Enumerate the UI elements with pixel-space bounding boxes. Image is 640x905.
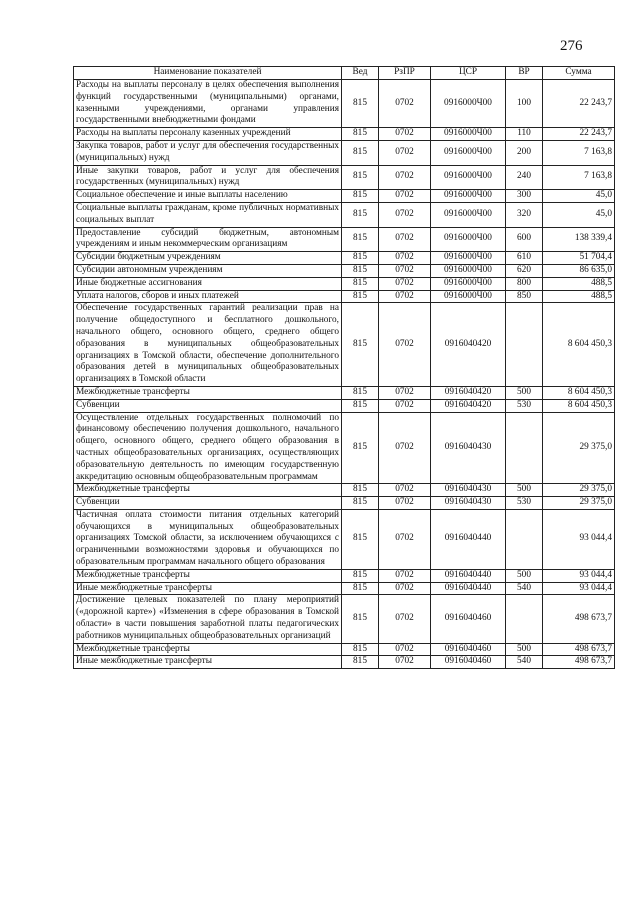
cell-rzpr: 0702 xyxy=(379,264,431,277)
cell-vr: 540 xyxy=(506,656,543,669)
cell-name: Предоставление субсидий бюджетным, автономным учреждениям и иным некоммерческим организациям xyxy=(74,227,342,252)
cell-sum: 7 163,8 xyxy=(543,165,615,190)
cell-ved: 815 xyxy=(342,252,379,265)
table-row xyxy=(74,303,615,387)
cell-rzpr: 0702 xyxy=(379,190,431,203)
cell-rzpr: 0702 xyxy=(379,497,431,510)
header-vr: ВР xyxy=(506,67,543,80)
cell-name: Межбюджетные трансферты xyxy=(74,484,342,497)
table-row xyxy=(74,412,615,484)
table-row xyxy=(74,252,615,265)
cell-rzpr: 0702 xyxy=(379,202,431,227)
cell-csr: 0916040420 xyxy=(431,386,506,399)
table-row xyxy=(74,509,615,569)
cell-csr: 0916040460 xyxy=(431,656,506,669)
table-row xyxy=(74,386,615,399)
cell-sum: 22 243,7 xyxy=(543,80,615,128)
cell-csr: 0916040420 xyxy=(431,399,506,412)
cell-csr: 0916000Ч00 xyxy=(431,290,506,303)
cell-sum: 29 375,0 xyxy=(543,412,615,484)
cell-csr: 0916040460 xyxy=(431,643,506,656)
cell-csr: 0916000Ч00 xyxy=(431,202,506,227)
cell-ved: 815 xyxy=(342,412,379,484)
cell-ved: 815 xyxy=(342,140,379,165)
table-row xyxy=(74,165,615,190)
cell-csr: 0916040440 xyxy=(431,569,506,582)
cell-ved: 815 xyxy=(342,227,379,252)
cell-csr: 0916000Ч00 xyxy=(431,128,506,141)
cell-csr: 0916000Ч00 xyxy=(431,165,506,190)
table-row xyxy=(74,140,615,165)
cell-sum: 498 673,7 xyxy=(543,656,615,669)
cell-csr: 0916040440 xyxy=(431,509,506,569)
cell-sum: 22 243,7 xyxy=(543,128,615,141)
header-csr: ЦСР xyxy=(431,67,506,80)
cell-name: Осуществление отдельных государственных полномочий по финансовому обеспечению получения дошкольного, начального общего, основного общего, среднего общего образования в частных общеобразовательных организациях, осуществляющих образовательную деятельность по имеющим государственную аккредитацию основным общеобразовательным программам xyxy=(74,412,342,484)
cell-name: Межбюджетные трансферты xyxy=(74,643,342,656)
table-row xyxy=(74,497,615,510)
cell-rzpr: 0702 xyxy=(379,412,431,484)
cell-sum: 8 604 450,3 xyxy=(543,386,615,399)
cell-csr: 0916040430 xyxy=(431,497,506,510)
cell-vr: 600 xyxy=(506,227,543,252)
cell-vr: 110 xyxy=(506,128,543,141)
cell-vr: 800 xyxy=(506,277,543,290)
cell-rzpr: 0702 xyxy=(379,509,431,569)
cell-name: Иные бюджетные ассигнования xyxy=(74,277,342,290)
table-body xyxy=(74,80,615,669)
cell-name: Социальные выплаты гражданам, кроме публичных нормативных социальных выплат xyxy=(74,202,342,227)
cell-sum: 498 673,7 xyxy=(543,643,615,656)
cell-sum: 45,0 xyxy=(543,190,615,203)
table-row xyxy=(74,290,615,303)
table-row xyxy=(74,643,615,656)
cell-ved: 815 xyxy=(342,303,379,387)
cell-vr: 850 xyxy=(506,290,543,303)
table-row xyxy=(74,656,615,669)
cell-csr: 0916000Ч00 xyxy=(431,80,506,128)
cell-ved: 815 xyxy=(342,290,379,303)
cell-vr xyxy=(506,595,543,643)
page-number: 276 xyxy=(560,38,583,54)
table-row xyxy=(74,128,615,141)
cell-name: Субвенции xyxy=(74,399,342,412)
cell-rzpr: 0702 xyxy=(379,290,431,303)
cell-vr: 500 xyxy=(506,386,543,399)
cell-name: Субсидии бюджетным учреждениям xyxy=(74,252,342,265)
cell-vr: 540 xyxy=(506,582,543,595)
cell-ved: 815 xyxy=(342,190,379,203)
cell-vr xyxy=(506,412,543,484)
cell-rzpr: 0702 xyxy=(379,277,431,290)
cell-ved: 815 xyxy=(342,277,379,290)
cell-vr: 620 xyxy=(506,264,543,277)
cell-vr: 500 xyxy=(506,484,543,497)
cell-ved: 815 xyxy=(342,165,379,190)
cell-name: Социальное обеспечение и иные выплаты населению xyxy=(74,190,342,203)
cell-ved: 815 xyxy=(342,128,379,141)
cell-rzpr: 0702 xyxy=(379,80,431,128)
cell-csr: 0916040460 xyxy=(431,595,506,643)
cell-ved: 815 xyxy=(342,643,379,656)
cell-name: Иные межбюджетные трансферты xyxy=(74,656,342,669)
cell-ved: 815 xyxy=(342,80,379,128)
cell-sum: 7 163,8 xyxy=(543,140,615,165)
header-sum: Сумма xyxy=(543,67,615,80)
cell-sum: 488,5 xyxy=(543,277,615,290)
cell-vr: 200 xyxy=(506,140,543,165)
cell-rzpr: 0702 xyxy=(379,399,431,412)
cell-vr: 240 xyxy=(506,165,543,190)
cell-vr: 530 xyxy=(506,399,543,412)
table-row xyxy=(74,190,615,203)
cell-sum: 93 044,4 xyxy=(543,509,615,569)
cell-name: Обеспечение государственных гарантий реализации прав на получение общедоступного и бесплатного дошкольного, начального общего, основного общего, среднего общего образования в муниципальных общеобразовательных организациях в Томской области, обеспечение дополнительного образования детей в муниципальных общеобразовательных организациях в Томской области xyxy=(74,303,342,387)
cell-name: Межбюджетные трансферты xyxy=(74,386,342,399)
cell-ved: 815 xyxy=(342,399,379,412)
table-row xyxy=(74,227,615,252)
cell-name: Иные межбюджетные трансферты xyxy=(74,582,342,595)
cell-csr: 0916000Ч00 xyxy=(431,277,506,290)
cell-sum: 93 044,4 xyxy=(543,582,615,595)
cell-name: Достижение целевых показателей по плану мероприятий («дорожной карте») «Изменения в сфере образования в Томской области» в части повышения заработной платы педагогических работников муниципальных общеобразовательных организаций xyxy=(74,595,342,643)
header-ved: Вед xyxy=(342,67,379,80)
cell-name: Расходы на выплаты персоналу в целях обеспечения выполнения функций государственными (муниципальными) органами, казенными учреждениями, органами управления государственными внебюджетными фондами xyxy=(74,80,342,128)
table-row xyxy=(74,595,615,643)
cell-sum: 488,5 xyxy=(543,290,615,303)
cell-rzpr: 0702 xyxy=(379,386,431,399)
cell-name: Иные закупки товаров, работ и услуг для обеспечения государственных (муниципальных) нужд xyxy=(74,165,342,190)
cell-ved: 815 xyxy=(342,497,379,510)
cell-rzpr: 0702 xyxy=(379,128,431,141)
cell-rzpr: 0702 xyxy=(379,595,431,643)
cell-sum: 86 635,0 xyxy=(543,264,615,277)
cell-csr: 0916000Ч00 xyxy=(431,252,506,265)
cell-sum: 45,0 xyxy=(543,202,615,227)
cell-rzpr: 0702 xyxy=(379,303,431,387)
cell-sum: 8 604 450,3 xyxy=(543,303,615,387)
cell-ved: 815 xyxy=(342,484,379,497)
cell-name: Уплата налогов, сборов и иных платежей xyxy=(74,290,342,303)
cell-name: Межбюджетные трансферты xyxy=(74,569,342,582)
cell-csr: 0916000Ч00 xyxy=(431,140,506,165)
cell-rzpr: 0702 xyxy=(379,484,431,497)
cell-rzpr: 0702 xyxy=(379,582,431,595)
cell-csr: 0916000Ч00 xyxy=(431,190,506,203)
cell-rzpr: 0702 xyxy=(379,165,431,190)
cell-vr xyxy=(506,303,543,387)
cell-vr xyxy=(506,509,543,569)
cell-csr: 0916040430 xyxy=(431,412,506,484)
cell-sum: 138 339,4 xyxy=(543,227,615,252)
cell-ved: 815 xyxy=(342,264,379,277)
cell-name: Закупка товаров, работ и услуг для обеспечения государственных (муниципальных) нужд xyxy=(74,140,342,165)
cell-name: Расходы на выплаты персоналу казенных учреждений xyxy=(74,128,342,141)
cell-csr: 0916040440 xyxy=(431,582,506,595)
cell-csr: 0916040430 xyxy=(431,484,506,497)
header-rzpr: РзПР xyxy=(379,67,431,80)
cell-sum: 51 704,4 xyxy=(543,252,615,265)
cell-vr: 100 xyxy=(506,80,543,128)
table-row xyxy=(74,80,615,128)
cell-csr: 0916040420 xyxy=(431,303,506,387)
header-name: Наименование показателей xyxy=(74,67,342,80)
cell-ved: 815 xyxy=(342,202,379,227)
table-row xyxy=(74,484,615,497)
table-row xyxy=(74,399,615,412)
table-row xyxy=(74,202,615,227)
table-header-row xyxy=(74,67,615,80)
cell-sum: 93 044,4 xyxy=(543,569,615,582)
cell-rzpr: 0702 xyxy=(379,643,431,656)
cell-ved: 815 xyxy=(342,595,379,643)
cell-vr: 300 xyxy=(506,190,543,203)
cell-sum: 29 375,0 xyxy=(543,484,615,497)
cell-vr: 610 xyxy=(506,252,543,265)
cell-name: Субсидии автономным учреждениям xyxy=(74,264,342,277)
cell-name: Частичная оплата стоимости питания отдельных категорий обучающихся в муниципальных общеобразовательных организациях Томской области, за исключением обучающихся с ограниченными возможностями здоровья и обучающихся по образовательным программам начального общего образования xyxy=(74,509,342,569)
table-row xyxy=(74,582,615,595)
cell-csr: 0916000Ч00 xyxy=(431,264,506,277)
cell-ved: 815 xyxy=(342,656,379,669)
cell-rzpr: 0702 xyxy=(379,227,431,252)
cell-vr: 530 xyxy=(506,497,543,510)
cell-rzpr: 0702 xyxy=(379,140,431,165)
cell-vr: 500 xyxy=(506,643,543,656)
table-row xyxy=(74,569,615,582)
cell-ved: 815 xyxy=(342,509,379,569)
cell-rzpr: 0702 xyxy=(379,569,431,582)
cell-sum: 29 375,0 xyxy=(543,497,615,510)
table-row xyxy=(74,264,615,277)
cell-vr: 320 xyxy=(506,202,543,227)
cell-ved: 815 xyxy=(342,569,379,582)
cell-name: Субвенции xyxy=(74,497,342,510)
budget-table xyxy=(73,66,615,669)
cell-ved: 815 xyxy=(342,386,379,399)
cell-ved: 815 xyxy=(342,582,379,595)
cell-vr: 500 xyxy=(506,569,543,582)
table-row xyxy=(74,277,615,290)
cell-sum: 8 604 450,3 xyxy=(543,399,615,412)
cell-rzpr: 0702 xyxy=(379,656,431,669)
cell-sum: 498 673,7 xyxy=(543,595,615,643)
cell-csr: 0916000Ч00 xyxy=(431,227,506,252)
cell-rzpr: 0702 xyxy=(379,252,431,265)
